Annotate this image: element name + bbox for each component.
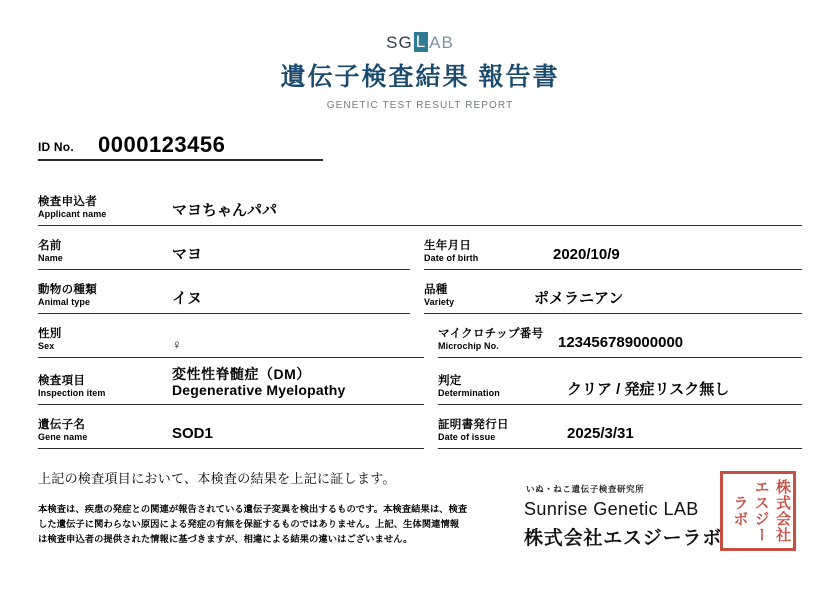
field-inspection-item-label-en: Inspection item xyxy=(38,387,106,398)
field-determination-label-en: Determination xyxy=(438,387,500,398)
sglab-logo xyxy=(386,32,454,52)
field-name-label xyxy=(38,240,150,265)
field-name-label-en: Name xyxy=(38,252,63,263)
field-determination-value: クリア / 発症リスク無し xyxy=(567,381,730,399)
logo-text-sg: SG xyxy=(386,32,413,52)
id-label: ID No. xyxy=(38,140,74,154)
seal-characters xyxy=(726,477,790,545)
row-name-dob xyxy=(38,226,802,270)
field-microchip-label-en: Microchip No. xyxy=(438,340,499,351)
seal-column-3: ラボ xyxy=(731,495,750,527)
field-dob xyxy=(424,226,802,270)
field-microchip-label xyxy=(438,328,558,353)
logo-box-l: L xyxy=(415,32,427,51)
inspection-item-value-en: Degenerative Myelopathy xyxy=(172,382,346,399)
inspection-item-value-jp: 変性性脊髄症（DM） xyxy=(172,365,311,382)
id-number-row xyxy=(38,134,323,161)
field-applicant-label-jp: 検査申込者 xyxy=(38,196,97,209)
certification-statement: 上記の検査項目において、本検査の結果を上記に証します。 xyxy=(38,471,396,486)
field-animal-type xyxy=(38,270,410,314)
field-gene-name-label xyxy=(38,419,150,444)
field-rows xyxy=(38,182,802,449)
seal-column-1: 株式会社 xyxy=(773,479,792,543)
field-inspection-item-value xyxy=(150,366,345,400)
field-sex-label-en: Sex xyxy=(38,340,55,351)
field-variety-label xyxy=(424,284,500,309)
field-applicant-label-en: Applicant name xyxy=(38,208,107,219)
company-name-jp: 株式会社エスジーラボ xyxy=(524,528,723,549)
column-gap xyxy=(410,270,424,314)
field-date-of-issue-label xyxy=(438,419,533,444)
seal-column-2: エスジー xyxy=(752,479,771,543)
field-gene-name-value: SOD1 xyxy=(172,425,213,443)
id-value: 0000123456 xyxy=(98,132,226,157)
field-inspection-item xyxy=(38,358,424,405)
report-header xyxy=(38,0,802,111)
column-gap xyxy=(424,314,438,358)
field-microchip xyxy=(438,314,802,358)
field-sex xyxy=(38,314,424,358)
field-date-of-issue-label-jp: 証明書発行日 xyxy=(438,419,509,432)
field-determination-label xyxy=(438,375,533,400)
field-variety-label-jp: 品種 xyxy=(424,284,448,297)
column-gap xyxy=(424,405,438,449)
row-gene-issue xyxy=(38,405,802,449)
field-dob-label-jp: 生年月日 xyxy=(424,240,472,253)
field-inspection-item-label-jp: 検査項目 xyxy=(38,375,86,388)
field-date-of-issue-value: 2025/3/31 xyxy=(567,425,634,443)
field-animal-type-label-en: Animal type xyxy=(38,296,91,307)
field-sex-label-jp: 性別 xyxy=(38,328,62,341)
footer-text-block xyxy=(38,471,502,547)
field-sex-label xyxy=(38,328,150,353)
disclaimer-text: 本検査は、疾患の発症との関連が報告されている遺伝子変異を検出するものです。本検査結果は、検査した遺伝子に関わらない原因による発症の有無を保証するものではありません。上記、生体関連情報は検査申込者の提供された情報に基づきますが、相違による結果の違いはございません。 xyxy=(38,503,468,544)
signature-block xyxy=(502,471,802,550)
page-title-jp: 遺伝子検査結果 報告書 xyxy=(280,62,560,91)
row-applicant xyxy=(38,182,802,226)
field-date-of-issue xyxy=(438,405,802,449)
field-dob-label-en: Date of birth xyxy=(424,252,479,263)
field-microchip-label-jp: マイクロチップ番号 xyxy=(438,328,544,341)
column-gap xyxy=(410,226,424,270)
row-inspection-determination xyxy=(38,358,802,405)
column-gap xyxy=(424,358,438,405)
field-variety-value: ポメラニアン xyxy=(534,290,624,308)
field-inspection-item-label xyxy=(38,375,150,400)
field-applicant-label xyxy=(38,196,150,221)
field-microchip-value: 123456789000000 xyxy=(558,334,684,352)
field-applicant-value: マヨちゃんパパ xyxy=(172,202,278,220)
page-title-en: GENETIC TEST RESULT REPORT xyxy=(326,100,514,111)
company-name-en: Sunrise Genetic LAB xyxy=(524,499,699,519)
field-gene-name-label-en: Gene name xyxy=(38,431,88,442)
field-variety xyxy=(424,270,802,314)
field-variety-label-en: Variety xyxy=(424,296,455,307)
field-name-label-jp: 名前 xyxy=(38,240,62,253)
field-applicant xyxy=(38,182,802,226)
field-gene-name-label-jp: 遺伝子名 xyxy=(38,419,86,432)
field-sex-value: ♀ xyxy=(172,336,182,352)
field-date-of-issue-label-en: Date of issue xyxy=(438,431,496,442)
logo-text-ab: AB xyxy=(429,32,454,52)
field-determination xyxy=(438,358,802,405)
field-name xyxy=(38,226,410,270)
row-sex-microchip xyxy=(38,314,802,358)
field-animal-type-value: イヌ xyxy=(172,290,203,308)
field-gene-name xyxy=(38,405,424,449)
company-tagline: いぬ・ねこ遺伝子検査研究所 xyxy=(526,484,645,494)
field-animal-type-label xyxy=(38,284,150,309)
company-seal-stamp xyxy=(720,471,796,551)
field-name-value: マヨ xyxy=(172,246,203,264)
field-animal-type-label-jp: 動物の種類 xyxy=(38,284,97,297)
field-dob-value: 2020/10/9 xyxy=(553,246,620,264)
field-dob-label xyxy=(424,240,519,265)
row-animal-variety xyxy=(38,270,802,314)
field-determination-label-jp: 判定 xyxy=(438,375,462,388)
report-footer xyxy=(38,471,802,550)
